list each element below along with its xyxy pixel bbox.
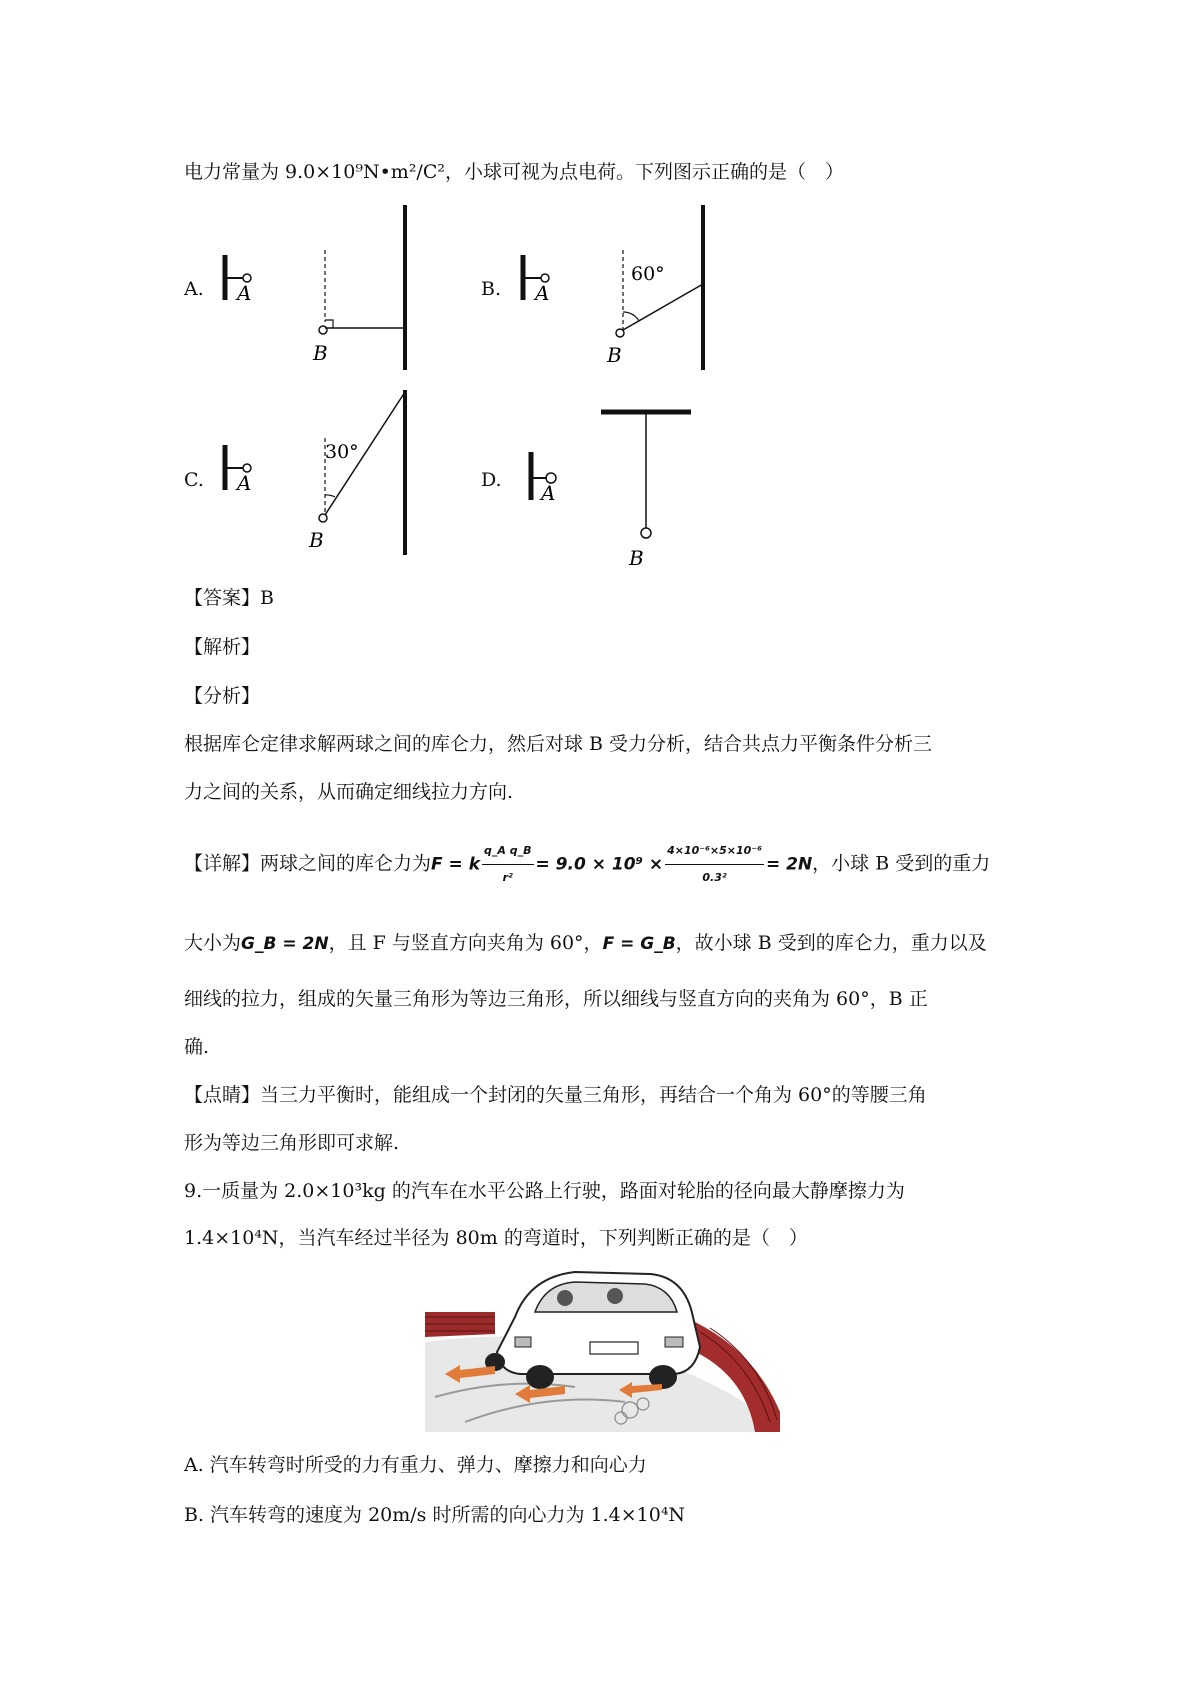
option-a-label: A. (184, 278, 204, 300)
option-d-label: D. (481, 469, 502, 491)
q9-stem-line-2: 1.4×10⁴N，当汽车经过半径为 80m 的弯道时，下列判断正确的是（ ） (184, 1227, 808, 1249)
formula-gb: G_B = 2N (241, 934, 329, 954)
ball-a-label: A (541, 481, 556, 505)
detail-text: ，故小球 B 受到的库仑力，重力以及 (675, 932, 987, 954)
angle-label: 30° (325, 441, 359, 463)
ball-b-label: B (313, 341, 328, 365)
q8-stem-tail: 电力常量为 9.0×10⁹N•m²/C²，小球可视为点电荷。下列图示正确的是（ ） (184, 161, 844, 183)
formula-right: = 2N (765, 854, 813, 875)
ball-a-label: A (237, 471, 252, 495)
ball-a-label: A (535, 281, 550, 305)
ball-b-label: B (309, 528, 324, 552)
option-c-label: C. (184, 469, 204, 491)
q9-option-b: B. 汽车转弯的速度为 20m/s 时所需的向心力为 1.4×10⁴N (184, 1504, 686, 1526)
detail-tail: ，小球 B 受到的重力 (812, 852, 991, 875)
angle-label: 60° (631, 263, 665, 285)
dianjing-line-2: 形为等边三角形即可求解. (184, 1132, 400, 1154)
detail-text: ，且 F 与竖直方向夹角为 60°， (328, 932, 603, 954)
diagram-option-a (215, 200, 415, 370)
formula-f-eq: F = G_B (602, 934, 676, 954)
fenxi-line-1: 根据库仑定律求解两球之间的库仑力，然后对球 B 受力分析，结合共点力平衡条件分析三 (184, 733, 933, 755)
fraction-numerator: q_A q_B (482, 838, 533, 865)
dianjing-line-1: 【点睛】当三力平衡时，能组成一个封闭的矢量三角形，再结合一个角为 60°的等腰三角 (184, 1084, 927, 1106)
detail-text: 大小为 (184, 932, 242, 954)
ball-b-label: B (607, 343, 622, 367)
detail-line-3: 细线的拉力，组成的矢量三角形为等边三角形，所以细线与竖直方向的夹角为 60°，B 正 (184, 988, 928, 1010)
diagram-option-c (215, 390, 415, 560)
fraction-numerator: 4×10⁻⁶×5×10⁻⁶ (665, 838, 764, 865)
ball-a-label: A (237, 281, 252, 305)
detail-line-4: 确. (184, 1036, 210, 1058)
car-turning-illustration (425, 1262, 780, 1432)
fraction-charges (482, 838, 533, 891)
formula-left: F = k (431, 854, 481, 875)
detail-head: 【详解】两球之间的库仑力为 (184, 852, 432, 875)
ball-b-label: B (629, 546, 644, 570)
fraction-denominator: 0.3² (702, 871, 727, 884)
detail-line-1 (184, 838, 990, 891)
option-b-label: B. (481, 278, 502, 300)
diagram-option-d (513, 400, 713, 570)
q9-stem-line-1: 9.一质量为 2.0×10³kg 的汽车在水平公路上行驶，路面对轮胎的径向最大静摩擦力为 (184, 1180, 905, 1202)
q9-option-a: A. 汽车转弯时所受的力有重力、弹力、摩擦力和向心力 (184, 1454, 647, 1476)
answer-line: 【答案】B (184, 587, 274, 609)
fraction-values (665, 838, 764, 891)
fenxi-line-2: 力之间的关系，从而确定细线拉力方向. (184, 781, 514, 803)
diagram-option-b (513, 200, 713, 370)
formula-mid: = 9.0 × 10⁹ × (535, 854, 664, 875)
fraction-denominator: r² (502, 871, 513, 884)
detail-line-2 (184, 930, 987, 957)
fenxi-title: 【分析】 (184, 685, 261, 707)
analysis-title: 【解析】 (184, 636, 261, 658)
